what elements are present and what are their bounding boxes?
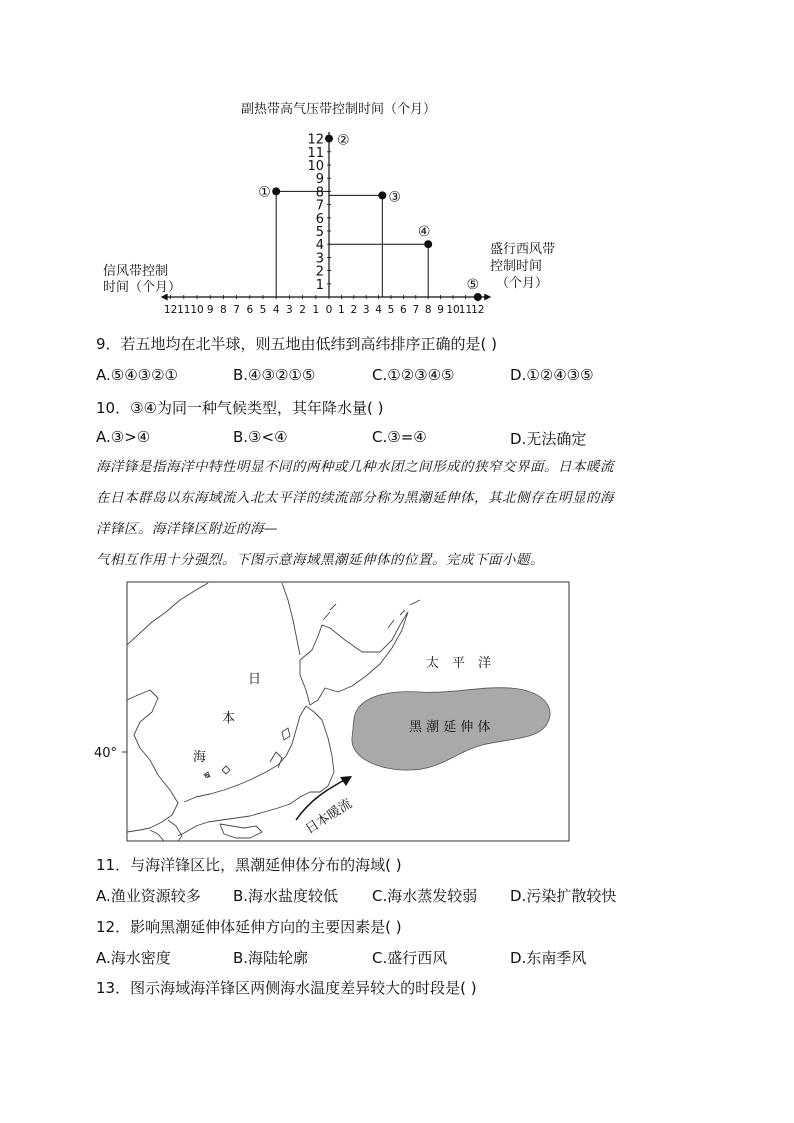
y-axis-label: 副热带高气压带控制时间（个月） <box>241 102 437 117</box>
x-axis-label-right-3: （个月） <box>496 276 549 291</box>
y-tick-label: 8 <box>315 185 324 201</box>
climate-control-chart <box>0 95 794 320</box>
x-tick-label-right: 10 <box>446 304 460 316</box>
x-tick-label-left: 10 <box>190 304 204 316</box>
q9-option-a[interactable]: A.⑤④③②① <box>96 366 179 384</box>
x-axis-label-left-1: 信风带控制 <box>103 264 169 279</box>
x-axis-label-right-1: 盛行西风带 <box>490 242 556 257</box>
x-tick-label-left: 3 <box>286 304 293 316</box>
x-tick-label-right: 2 <box>350 304 358 316</box>
question-13: 13．图示海域海洋锋区两侧海水温度差异较大的时段是( ) <box>96 979 477 997</box>
x-tick-label-left: 0 <box>325 304 333 316</box>
q11-option-d[interactable]: D.污染扩散较快 <box>510 887 617 905</box>
y-tick-label: 6 <box>315 211 324 227</box>
question-11: 11．与海洋锋区比，黑潮延伸体分布的海域( ) <box>96 856 402 874</box>
lat-label: 40° <box>94 746 118 761</box>
passage-line-2: 在日本群岛以东海域流入北太平洋的续流部分称为黑潮延伸体，其北侧存在明显的海 <box>96 490 614 506</box>
q10-option-d[interactable]: D.无法确定 <box>510 430 587 448</box>
data-point-label: ⑤ <box>466 277 480 293</box>
data-point <box>325 135 333 143</box>
x-tick-label-left: 4 <box>272 304 280 316</box>
data-point-label: ② <box>337 132 350 149</box>
passage-line-3: 洋锋区。海洋锋区附近的海— <box>96 521 278 537</box>
reading-passage <box>96 452 706 576</box>
y-tick-label: 12 <box>307 132 324 148</box>
sea-of-japan-label-1: 日 <box>248 672 262 687</box>
warm-current-label: 日本暖流 <box>303 796 355 838</box>
chart-marks <box>258 133 482 301</box>
data-point <box>424 240 432 248</box>
data-point <box>378 191 386 199</box>
x-tick-label-left: 7 <box>233 304 240 316</box>
data-point <box>474 293 482 301</box>
x-tick-label-right: 8 <box>424 304 432 316</box>
q12-option-d[interactable]: D.东南季风 <box>510 949 587 967</box>
data-point <box>272 187 280 195</box>
x-tick-label-right: 4 <box>375 304 382 316</box>
x-tick-label-right: 5 <box>387 304 395 316</box>
kuroshio-map <box>90 578 580 846</box>
data-point-label: ④ <box>417 224 431 241</box>
x-tick-label-left: 5 <box>259 304 267 316</box>
q9-option-d[interactable]: D.①②④③⑤ <box>510 366 594 384</box>
question-10: 10．③④为同一种气候类型，其年降水量( ) <box>96 399 384 417</box>
x-tick-label-left: 6 <box>246 304 254 316</box>
data-point-label: ① <box>258 184 271 201</box>
y-tick-label: 10 <box>307 159 324 174</box>
x-axis-label-left-2: 时间（个月） <box>103 280 182 295</box>
x-tick-label-left: 11 <box>177 304 191 316</box>
y-tick-label: 5 <box>315 225 324 240</box>
y-tick-label: 11 <box>307 145 324 161</box>
x-axis-right-arrow-icon <box>484 294 491 301</box>
q11-option-a[interactable]: A.渔业资源较多 <box>96 887 201 905</box>
passage-line-1: 海洋锋是指海洋中特性明显不同的两种或几种水团之间形成的狭窄交界面。日本暖流 <box>96 459 614 475</box>
y-tick-label: 1 <box>315 277 324 293</box>
question-9: 9．若五地均在北半球，则五地由低纬到高纬排序正确的是( ) <box>96 335 498 353</box>
x-tick-label-left: 9 <box>206 304 214 316</box>
y-tick-label: 3 <box>315 251 324 267</box>
x-tick-label-right: 1 <box>338 304 345 316</box>
question-12: 12．影响黑潮延伸体延伸方向的主要因素是( ) <box>96 918 402 936</box>
q9-option-b[interactable]: B.④③②①⑤ <box>233 366 316 384</box>
y-tick-label: 2 <box>315 264 324 280</box>
x-tick-label-right: 12 <box>471 304 485 316</box>
x-tick-label-right: 7 <box>412 304 420 316</box>
x-tick-label-right: 3 <box>362 304 370 316</box>
x-tick-label-left: 8 <box>220 304 227 316</box>
x-tick-label-left: 1 <box>312 304 320 316</box>
q10-option-c[interactable]: C.③=④ <box>372 428 427 446</box>
q9-option-c[interactable]: C.①②③④⑤ <box>372 366 455 384</box>
x-tick-label-right: 9 <box>437 304 444 316</box>
q12-option-a[interactable]: A.海水密度 <box>96 949 171 967</box>
chart-ticks <box>164 133 485 316</box>
x-axis-label-right-2: 控制时间 <box>490 259 543 274</box>
pacific-label: 太 平 洋 <box>426 656 492 671</box>
y-tick-label: 4 <box>315 238 324 254</box>
q11-option-b[interactable]: B.海水盐度较低 <box>233 887 339 905</box>
passage-line-4: 气相互作用十分强烈。下图示意海域黑潮延伸体的位置。完成下面小题。 <box>96 552 544 568</box>
x-tick-label-left: 12 <box>163 304 178 316</box>
x-tick-label-right: 6 <box>400 304 407 316</box>
x-tick-label-right: 11 <box>458 304 473 316</box>
q12-option-c[interactable]: C.盛行西风 <box>372 949 448 967</box>
data-point-label: ③ <box>388 189 401 206</box>
sea-of-japan-label-2: 本 <box>222 711 236 726</box>
x-tick-label-left: 2 <box>299 304 306 316</box>
chart-axes <box>161 132 492 301</box>
q10-option-a[interactable]: A.③>④ <box>96 428 151 446</box>
q12-option-b[interactable]: B.海陆轮廓 <box>233 949 309 967</box>
q10-option-b[interactable]: B.③<④ <box>233 428 288 446</box>
y-tick-label: 9 <box>315 172 324 188</box>
q11-option-c[interactable]: C.海水蒸发较弱 <box>372 887 478 905</box>
y-tick-label: 7 <box>315 198 324 214</box>
sea-of-japan-label-3: 海 <box>193 750 207 765</box>
kuroshio-extension-label: 黑 潮 延 伸 体 <box>409 720 491 735</box>
